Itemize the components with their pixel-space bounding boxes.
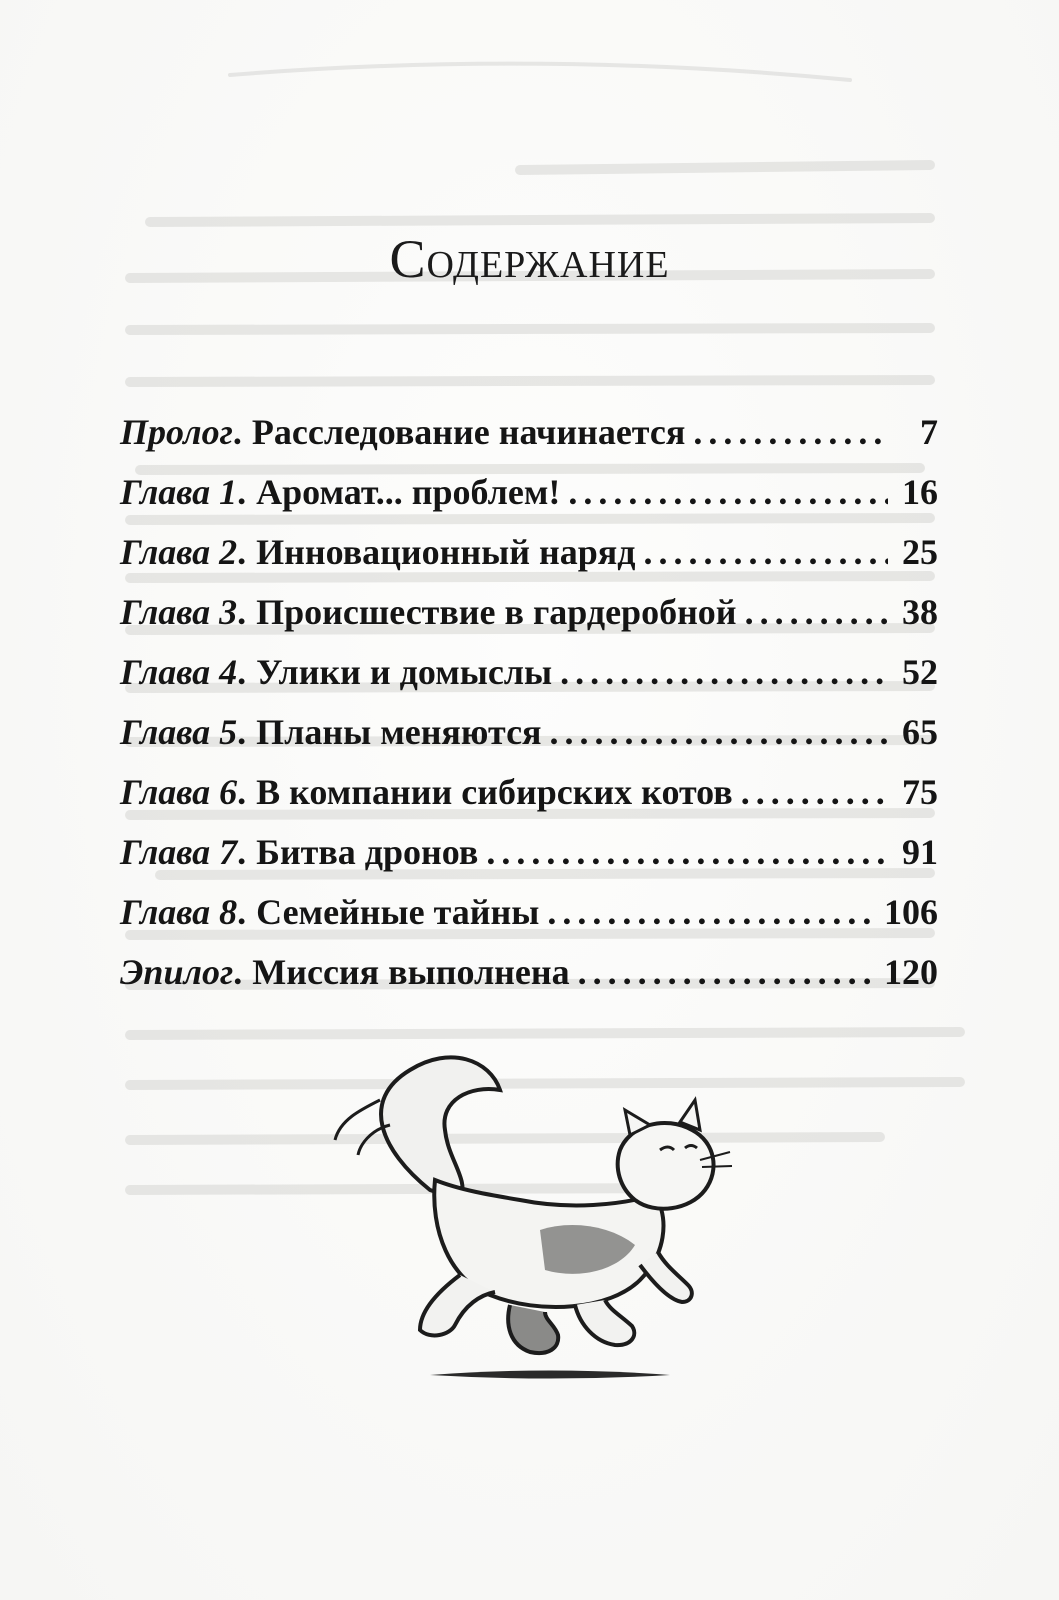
toc-entry-title: Миссия выполнена xyxy=(252,952,570,992)
toc-dot-leader xyxy=(560,642,888,702)
toc-entry[interactable] xyxy=(120,762,938,822)
toc-entry-label-period: . xyxy=(237,772,247,812)
toc-dot-leader xyxy=(486,822,888,882)
toc-entry-label: Пролог xyxy=(120,412,233,452)
toc-entry-page-number: 65 xyxy=(902,712,938,752)
toc-entry-page-number: 38 xyxy=(902,592,938,632)
toc-entry[interactable] xyxy=(120,822,938,882)
toc-dot-leader xyxy=(741,762,888,822)
toc-entry-label-period: . xyxy=(237,652,247,692)
toc-dot-leader xyxy=(550,702,888,762)
toc-entry-label: Глава 5 xyxy=(120,712,238,752)
toc-entry-label: Глава 1 xyxy=(120,472,238,512)
toc-entry-label: Глава 4 xyxy=(120,652,238,692)
toc-entry-label-period: . xyxy=(232,412,242,452)
page-title: Содержание xyxy=(389,229,670,289)
toc-entry-page-number: 91 xyxy=(902,832,938,872)
toc-entry-label: Глава 6 xyxy=(120,772,238,812)
running-cat-illustration xyxy=(320,1030,740,1400)
toc-entry-page-number: 25 xyxy=(902,532,938,572)
toc-entry-title: Аромат... проблем! xyxy=(256,472,561,512)
toc-entry-title: Происшествие в гардеробной xyxy=(256,592,737,632)
toc-entry-page-number: 16 xyxy=(902,472,938,512)
toc-entry-label-period: . xyxy=(233,952,243,992)
toc-entry[interactable] xyxy=(120,522,938,582)
toc-entry[interactable] xyxy=(120,462,938,522)
toc-entry-title: Улики и домыслы xyxy=(256,652,553,692)
toc-entry[interactable] xyxy=(120,702,938,762)
toc-entry-label: Глава 8 xyxy=(120,892,238,932)
toc-dot-leader xyxy=(578,942,874,1002)
toc-entry-label: Глава 7 xyxy=(120,832,238,872)
toc-entry[interactable] xyxy=(120,882,938,942)
toc-entry-label-period: . xyxy=(237,712,247,752)
toc-dot-leader xyxy=(693,402,888,462)
toc-entry-page-number: 120 xyxy=(884,952,938,992)
toc-entry-title: В компании сибирских котов xyxy=(256,772,733,812)
toc-entry-label: Глава 3 xyxy=(120,592,238,632)
toc-entry-label-period: . xyxy=(237,832,247,872)
toc-dot-leader xyxy=(568,462,888,522)
toc-entry-page-number: 7 xyxy=(920,412,938,452)
toc-entry-title: Семейные тайны xyxy=(256,892,540,932)
toc-dot-leader xyxy=(643,522,888,582)
toc-entry-label-period: . xyxy=(237,532,247,572)
toc-entry-label-period: . xyxy=(237,892,247,932)
toc-entry[interactable] xyxy=(120,582,938,642)
table-of-contents xyxy=(120,402,938,1002)
toc-entry-page-number: 75 xyxy=(902,772,938,812)
toc-entry-page-number: 106 xyxy=(884,892,938,932)
toc-entry-title: Расследование начинается xyxy=(251,412,686,452)
toc-dot-leader xyxy=(547,882,874,942)
toc-entry-label: Глава 2 xyxy=(120,532,238,572)
toc-entry-title: Битва дронов xyxy=(256,832,479,872)
toc-entry-label: Эпилог xyxy=(120,952,234,992)
toc-dot-leader xyxy=(745,582,888,642)
toc-entry[interactable] xyxy=(120,402,938,462)
toc-entry-title: Инновационный наряд xyxy=(256,532,636,572)
toc-entry[interactable] xyxy=(120,942,938,1002)
toc-entry-title: Планы меняются xyxy=(256,712,542,752)
toc-entry-page-number: 52 xyxy=(902,652,938,692)
toc-entry-label-period: . xyxy=(237,472,247,512)
toc-entry-label-period: . xyxy=(237,592,247,632)
toc-entry[interactable] xyxy=(120,642,938,702)
